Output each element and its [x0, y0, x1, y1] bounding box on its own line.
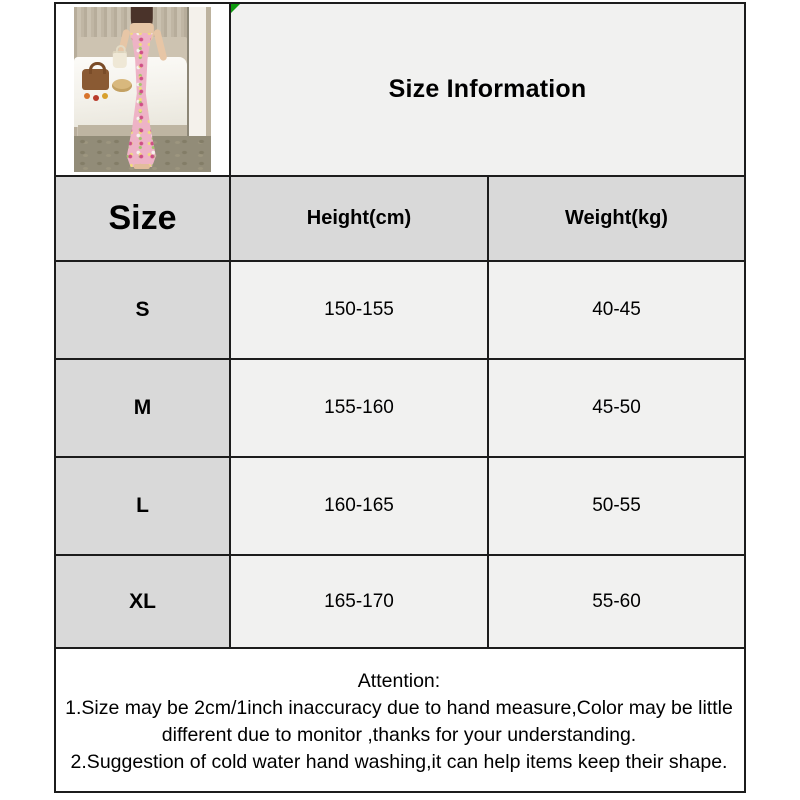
model-feet: [133, 164, 149, 169]
height-value: 150-155: [230, 261, 488, 359]
model-figure: [111, 7, 171, 172]
table-row-s: [55, 261, 745, 359]
attention-row: [55, 648, 745, 792]
attention-note-2: 2.Suggestion of cold water hand washing,it can help items keep their shape.: [70, 750, 728, 773]
weight-value: 40-45: [488, 261, 745, 359]
height-value: 155-160: [230, 359, 488, 457]
column-header-size: Size: [55, 176, 230, 261]
brown-bag: [82, 69, 109, 90]
column-header-height: Height(cm): [230, 176, 488, 261]
table-row-l: [55, 457, 745, 555]
size-label: L: [55, 457, 230, 555]
table-row-xl: [55, 555, 745, 648]
title-cell: [230, 3, 745, 176]
page-title: Size Information: [388, 75, 587, 103]
size-label: M: [55, 359, 230, 457]
attention-cell: [55, 648, 745, 792]
attention-note-1: 1.Size may be 2cm/1inch inaccuracy due to hand measure,Color may be little different due to monitor ,thanks for your understanding.: [65, 696, 733, 746]
product-photo-cell: [55, 3, 230, 176]
size-label: S: [55, 261, 230, 359]
white-mini-bag: [112, 51, 126, 68]
green-corner-marker: [231, 4, 240, 13]
height-value: 160-165: [230, 457, 488, 555]
top-row: [55, 3, 745, 176]
model-arm-right: [153, 29, 168, 62]
weight-value: 45-50: [488, 359, 745, 457]
fruit-decor: [84, 93, 90, 99]
header-row: [55, 176, 745, 261]
attention-heading: Attention:: [357, 669, 441, 692]
weight-value: 50-55: [488, 457, 745, 555]
column-header-weight: Weight(kg): [488, 176, 745, 261]
size-chart-table: [54, 2, 746, 793]
weight-value: 55-60: [488, 555, 745, 648]
size-label: XL: [55, 555, 230, 648]
table-row-m: [55, 359, 745, 457]
height-value: 165-170: [230, 555, 488, 648]
product-photo: [74, 7, 211, 172]
